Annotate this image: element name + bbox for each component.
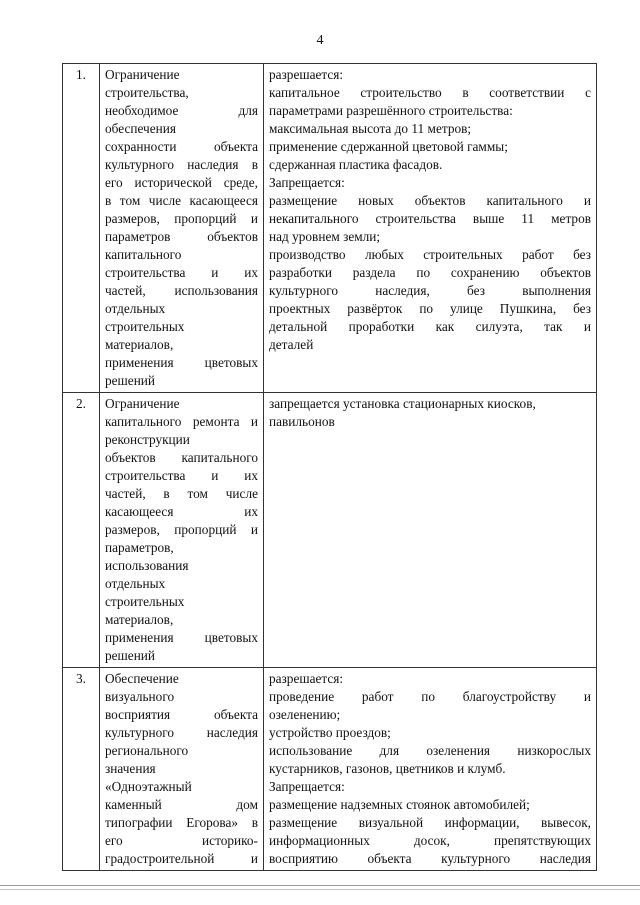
regulation-line: Запрещается: xyxy=(269,175,345,190)
regulation-line: применение сдержанной цветовой гаммы; xyxy=(269,139,508,154)
subject-line: реконструкции xyxy=(105,432,190,447)
subject-line: визуального xyxy=(105,689,175,704)
row-number: 2. xyxy=(76,396,86,411)
regulation-line: размещение визуальной информации, вывесок, xyxy=(269,815,591,830)
subject-line: регионального xyxy=(105,743,189,758)
regulation-line: сдержанная пластика фасадов. xyxy=(269,157,443,172)
subject-line: Ограничение xyxy=(105,396,180,411)
subject-line: отдельных xyxy=(105,576,166,591)
subject-line: объектов капитального xyxy=(105,450,258,465)
regulation-line: над уровнем земли; xyxy=(269,229,381,244)
subject-line: строительства, xyxy=(105,85,189,100)
subject-line: использования xyxy=(105,558,189,573)
subject-line: градостроительной и xyxy=(105,851,258,866)
subject-line: восприятия объекта xyxy=(105,707,258,722)
subject-cell xyxy=(100,393,264,668)
page-number: 4 xyxy=(316,33,324,48)
regulation-cell xyxy=(264,393,597,668)
regulation-line: производство любых строительных работ без xyxy=(269,247,591,262)
subject-line: размеров, пропорций и xyxy=(105,522,258,537)
regulation-line: максимальная высота до 11 метров; xyxy=(269,121,472,136)
regulation-line: Запрещается: xyxy=(269,779,345,794)
regulation-line: информационных досок, препятствующих xyxy=(269,833,591,848)
subject-line: строительства и их xyxy=(105,468,258,483)
table-row xyxy=(63,64,597,393)
regulation-line: запрещается установка стационарных киосков, xyxy=(269,396,536,411)
subject-line: необходимое для xyxy=(105,103,258,118)
regulation-line: размещение новых объектов капитального и xyxy=(269,193,591,208)
subject-line: обеспечения xyxy=(105,121,176,136)
row-number-cell xyxy=(63,64,100,393)
subject-line: Обеспечение xyxy=(105,671,179,686)
table-row xyxy=(63,393,597,668)
regulation-line: павильонов xyxy=(269,414,335,429)
regulation-line: некапитального строительства выше 11 метров xyxy=(269,211,591,226)
subject-line: материалов, xyxy=(105,337,174,352)
subject-line: Ограничение xyxy=(105,67,180,82)
regulation-line: кустарников, газонов, цветников и клумб. xyxy=(269,761,506,776)
scan-edge-line xyxy=(0,889,640,890)
regulation-line: восприятию объекта культурного наследия xyxy=(269,851,591,866)
regulation-cell xyxy=(264,64,597,393)
subject-line: «Одноэтажный xyxy=(105,779,192,794)
subject-line: капитального ремонта и xyxy=(105,414,258,429)
regulation-line: разрешается: xyxy=(269,67,344,82)
regulation-line: деталей xyxy=(269,337,314,352)
subject-line: типографии Егорова» в xyxy=(105,815,258,830)
regulation-line: использование для озеленения низкорослых xyxy=(269,743,591,758)
subject-line: сохранности объекта xyxy=(105,139,258,154)
subject-line: строительных xyxy=(105,594,185,609)
row-number-cell xyxy=(63,668,100,871)
subject-line: каменный дом xyxy=(105,797,258,812)
subject-line: применения цветовых xyxy=(105,355,258,370)
subject-line: строительных xyxy=(105,319,185,334)
regulation-line: капитальное строительство в соответствии с xyxy=(269,85,591,100)
subject-line: его историко- xyxy=(105,833,258,848)
regulation-line: размещение надземных стоянок автомобилей; xyxy=(269,797,530,812)
subject-line: решений xyxy=(105,648,156,663)
regulation-line: разработки раздела по сохранению объектов xyxy=(269,265,591,280)
regulation-line: культурного наследия, без выполнения xyxy=(269,283,591,298)
subject-line: параметров объектов xyxy=(105,229,258,244)
regulation-line: разрешается: xyxy=(269,671,344,686)
row-number: 3. xyxy=(76,671,86,686)
regulation-line: проектных развёрток по улице Пушкина, без xyxy=(269,301,591,316)
restrictions-table xyxy=(62,63,597,871)
regulation-line: устройство проездов; xyxy=(269,725,391,740)
subject-line: материалов, xyxy=(105,612,174,627)
subject-line: параметров, xyxy=(105,540,174,555)
regulation-line: параметрами разрешённого строительства: xyxy=(269,103,513,118)
regulation-line: детальной проработки как силуэта, так и xyxy=(269,319,591,334)
subject-line: значения xyxy=(105,761,156,776)
subject-cell xyxy=(100,668,264,871)
subject-line: строительства и их xyxy=(105,265,258,280)
subject-line: решений xyxy=(105,373,156,388)
regulation-line: проведение работ по благоустройству и xyxy=(269,689,591,704)
subject-line: отдельных xyxy=(105,301,166,316)
subject-line: частей, использования xyxy=(105,283,258,298)
table-row xyxy=(63,668,597,871)
subject-line: касающееся их xyxy=(105,504,258,519)
subject-line: применения цветовых xyxy=(105,630,258,645)
regulation-cell xyxy=(264,668,597,871)
subject-line: его исторической среде, xyxy=(105,175,258,190)
regulation-line: озеленению; xyxy=(269,707,341,722)
subject-line: частей, в том числе xyxy=(105,486,258,501)
table-body xyxy=(63,64,597,871)
subject-cell xyxy=(100,64,264,393)
subject-line: размеров, пропорций и xyxy=(105,211,258,226)
subject-line: культурного наследия xyxy=(105,725,258,740)
row-number: 1. xyxy=(76,67,86,82)
scan-edge-line xyxy=(0,885,640,886)
subject-line: культурного наследия в xyxy=(105,157,258,172)
subject-line: в том числе касающееся xyxy=(105,193,258,208)
subject-line: капитального xyxy=(105,247,182,262)
row-number-cell xyxy=(63,393,100,668)
